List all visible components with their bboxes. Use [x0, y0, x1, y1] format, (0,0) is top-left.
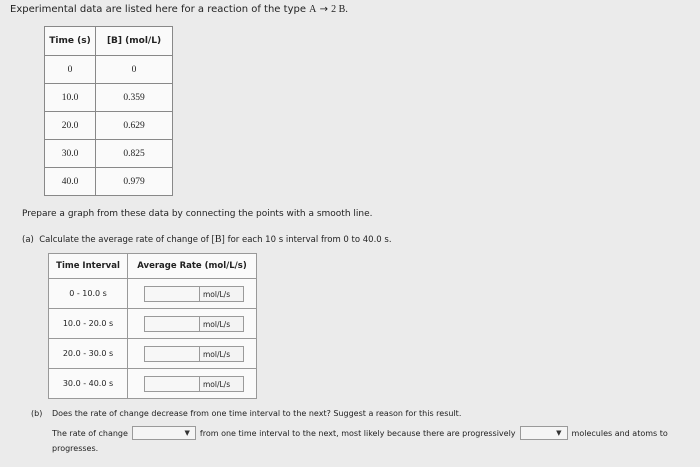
- reaction-reactant: A: [309, 4, 317, 15]
- part-a-text-before: Calculate the average rate of change of: [39, 235, 212, 245]
- interval-cell: 20.0 - 30.0 s: [49, 339, 128, 369]
- concentration-cell: 0.629: [96, 112, 173, 140]
- table-row: [45, 140, 173, 168]
- table-row: [45, 112, 173, 140]
- table-row: [49, 369, 257, 399]
- rate-cell: [128, 369, 257, 399]
- concentration-cell: 0: [96, 56, 173, 84]
- concentration-header: [B] (mol/L): [96, 27, 173, 56]
- concentration-cell: 0.825: [96, 140, 173, 168]
- reason-select[interactable]: [520, 426, 568, 440]
- time-cell: 0: [45, 56, 96, 84]
- table-row: [45, 84, 173, 112]
- concentration-table: [44, 26, 173, 196]
- concentration-cell: 0.359: [96, 84, 173, 112]
- time-header: Time (s): [45, 27, 96, 56]
- interval-cell: 30.0 - 40.0 s: [49, 369, 128, 399]
- part-b-question: Does the rate of change decrease from one time interval to the next? Suggest a reason for this result.: [52, 409, 462, 418]
- caret-down-icon: ▼: [556, 429, 562, 437]
- interval-cell: 0 - 10.0 s: [49, 279, 128, 309]
- part-b-text4: progresses.: [52, 444, 99, 453]
- rate-cell: [128, 309, 257, 339]
- rate-change-select[interactable]: [132, 426, 196, 440]
- rate-cell: [128, 279, 257, 309]
- time-cell: 10.0: [45, 84, 96, 112]
- rate-unit: mol/L/s: [200, 346, 244, 362]
- rate-unit: mol/L/s: [200, 316, 244, 332]
- rate-input-20-30[interactable]: [144, 346, 200, 362]
- caret-down-icon: ▼: [184, 429, 190, 437]
- part-b-text1: The rate of change: [52, 428, 128, 438]
- rate-unit: mol/L/s: [200, 286, 244, 302]
- part-a-species: [B]: [211, 234, 225, 245]
- table-row: [49, 309, 257, 339]
- reaction-arrow: →: [319, 4, 328, 15]
- time-cell: 20.0: [45, 112, 96, 140]
- rate-input-30-40[interactable]: [144, 376, 200, 392]
- rate-header: Average Rate (mol/L/s): [128, 254, 257, 279]
- concentration-cell: 0.979: [96, 168, 173, 196]
- average-rate-table: [48, 253, 257, 399]
- table-header-row: [49, 254, 257, 279]
- part-a-label: (a): [22, 235, 34, 245]
- time-cell: 40.0: [45, 168, 96, 196]
- part-a-text-after: for each 10 s interval from 0 to 40.0 s.: [224, 235, 392, 245]
- time-cell: 30.0: [45, 140, 96, 168]
- part-b-label: (b): [31, 409, 43, 418]
- table-row: [45, 168, 173, 196]
- intro-text: [10, 4, 348, 15]
- table-row: [49, 279, 257, 309]
- reaction-product: 2 B.: [331, 4, 348, 15]
- part-b-text2: from one time interval to the next, most likely because there are progressively: [199, 428, 516, 438]
- graph-prompt: Prepare a graph from these data by connecting the points with a smooth line.: [22, 209, 373, 219]
- rate-input-0-10[interactable]: [144, 286, 200, 302]
- part-b-text3: molecules and atoms to: [571, 428, 668, 438]
- part-a-question: [22, 234, 392, 245]
- rate-cell: [128, 339, 257, 369]
- interval-header: Time Interval: [49, 254, 128, 279]
- rate-unit: mol/L/s: [200, 376, 244, 392]
- rate-input-10-20[interactable]: [144, 316, 200, 332]
- interval-cell: 10.0 - 20.0 s: [49, 309, 128, 339]
- table-header-row: [45, 27, 173, 56]
- table-row: [45, 56, 173, 84]
- part-b-answer-line: [52, 426, 668, 440]
- table-row: [49, 339, 257, 369]
- intro-sentence: Experimental data are listed here for a reaction of the type: [10, 4, 310, 15]
